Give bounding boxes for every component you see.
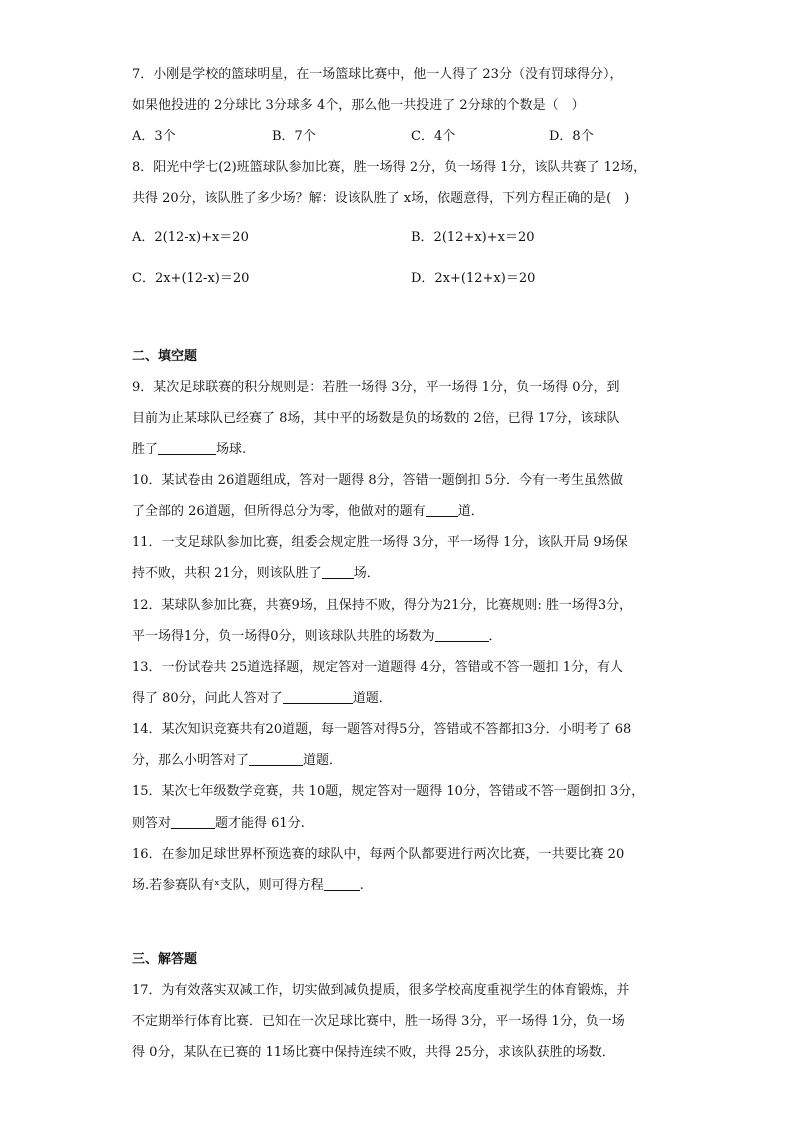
q12-line1: 12．某球队参加比赛，共赛9场，且保持不败，得分为21分，比赛规则: 胜一场得3分，	[132, 598, 633, 613]
q9-line3-before: 胜了	[132, 442, 159, 457]
q8-option-a: A．2(12-x)+x＝20	[132, 230, 249, 245]
q7-option-a: A．3个	[132, 129, 176, 144]
q14-line2-after: 道题．	[303, 753, 343, 768]
q11-line1: 11．一支足球队参加比赛，组委会规定胜一场得 3分，平一场得 1分，该队开局 9场保	[132, 535, 628, 550]
q13-line2-after: 道题．	[352, 691, 392, 706]
q12-line2	[132, 627, 672, 647]
q16-line2-before: 场.若参赛队有ˣ支队，则可得方程	[132, 878, 324, 893]
q10-line2-before: 了全部的 26道题，但所得总分为零，他做对的题有	[132, 504, 426, 519]
q13-line2-before: 得了 80分，问此人答对了	[132, 691, 283, 706]
q15-line2-before: 则答对	[132, 816, 172, 831]
q15-line2	[132, 814, 672, 834]
q15-line2-after: 题才能得 61分.	[215, 816, 305, 831]
q16-line2	[132, 876, 672, 896]
q17-line3: 得 0分，某队在已赛的 11场比赛中保持连续不败，共得 25分，求该队获胜的场数．	[132, 1045, 615, 1060]
q10-line1: 10．某试卷由 26道题组成，答对一题得 8分，答错一题倒扣 5分．今有一考生虽然做	[132, 473, 624, 488]
q12-line2-before: 平一场得1分，负一场得0分，则该球队共胜的场数为	[132, 629, 435, 644]
q13-line2	[132, 689, 672, 709]
q17-line2: 不定期举行体育比赛．已知在一次足球比赛中，胜一场得 3分，平一场得 1分，负一场	[132, 1014, 625, 1029]
q16-line2-after: .	[359, 878, 364, 893]
q11-line2	[132, 564, 672, 584]
section-heading-solution: 三、解答题	[132, 952, 198, 967]
q8-option-c: C．2x+(12-x)＝20	[132, 271, 250, 286]
q15-line1: 15．某次七年级数学竞赛，共 10题，规定答对一题得 10分，答错或不答一题倒扣 3分，	[132, 784, 645, 799]
q14-answer-blank[interactable]	[249, 751, 303, 766]
q7-option-c: C．4个	[411, 129, 456, 144]
q14-line1: 14．某次知识竞赛共有20道题，每一题答对得5分，答错或不答都扣3分．小明考了 68	[132, 722, 632, 737]
q8-line2: 共得 20分，该队胜了多少场？解：设该队胜了 x场，依题意得，下列方程正确的是( )	[132, 191, 630, 206]
q12-line2-after: ．	[488, 629, 502, 644]
q11-line2-before: 持不败，共积 21分，则该队胜了	[132, 566, 322, 581]
section-heading-fill-in: 二、填空题	[132, 349, 198, 364]
q17-line1: 17．为有效落实双减工作，切实做到减负提质，很多学校高度重视学生的体育锻炼，并	[132, 983, 630, 998]
q9-line3-after: 场球.	[216, 442, 247, 457]
q9-answer-blank[interactable]	[158, 440, 216, 455]
q16-line1: 16．在参加足球世界杯预选赛的球队中，每两个队都要进行两次比赛，一共要比赛 20	[132, 847, 625, 862]
q14-line2	[132, 751, 672, 771]
q7-option-b: B．7个	[272, 129, 316, 144]
q16-answer-blank[interactable]	[324, 876, 360, 891]
q9-line2: 目前为止某球队已经赛了 8场，其中平的场数是负的场数的 2倍，已得 17分，该球队	[132, 411, 620, 426]
q10-line2	[132, 502, 672, 522]
q8-line1: 8．阳光中学七(2)班篮球队参加比赛，胜一场得 2分，负一场得 1分，该队共赛了 12场，	[132, 160, 647, 175]
q7-line1: 7．小刚是学校的篮球明星，在一场篮球比赛中，他一人得了 23分（没有罚球得分），	[132, 67, 623, 82]
q10-line2-after: 道．	[457, 504, 484, 519]
q12-answer-blank[interactable]	[435, 627, 489, 642]
q14-line2-before: 分，那么小明答对了	[132, 753, 250, 768]
q7-option-d: D．8个	[549, 129, 594, 144]
q11-line2-after: 场．	[353, 566, 380, 581]
q15-answer-blank[interactable]	[171, 814, 215, 829]
q8-option-b: B．2(12+x)+x＝20	[411, 230, 535, 245]
q13-answer-blank[interactable]	[283, 689, 353, 704]
q10-answer-blank[interactable]	[426, 502, 458, 517]
q9-line1: 9．某次足球联赛的积分规则是：若胜一场得 3分，平一场得 1分，负一场得 0分，到	[132, 380, 620, 395]
q7-line2: 如果他投进的 2分球比 3分球多 4个，那么他一共投进了 2分球的个数是（ ）	[132, 98, 585, 113]
q8-option-d: D．2x+(12+x)＝20	[411, 271, 536, 286]
q11-answer-blank[interactable]	[322, 564, 354, 579]
q13-line1: 13．一份试卷共 25道选择题，规定答对一道题得 4分，答错或不答一题扣 1分，有人	[132, 660, 624, 675]
q9-line3	[132, 440, 672, 460]
